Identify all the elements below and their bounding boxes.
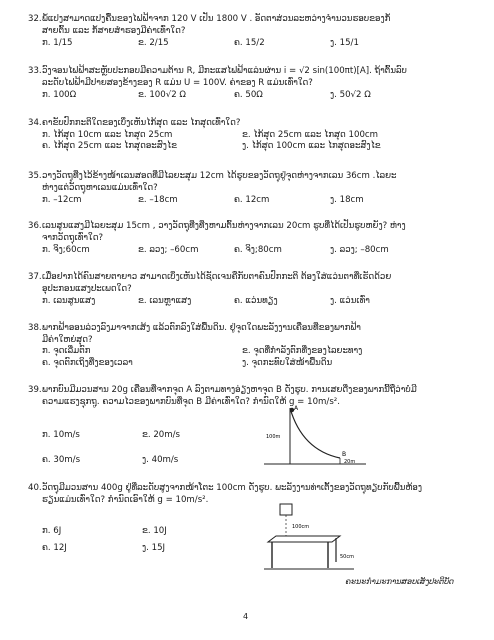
answer-options-row2 bbox=[28, 455, 248, 467]
option-c[interactable]: ຄ. ໄກ້ສຸດ 25cm ແລະ ໄກສຸດອະສົງໄຂ bbox=[42, 141, 177, 151]
option-b[interactable]: ຂ. 2/15 bbox=[138, 38, 169, 48]
table-height-label: 50cm bbox=[340, 554, 354, 560]
option-a[interactable]: ກ. –12cm bbox=[42, 195, 82, 205]
question-number: 40. bbox=[28, 483, 42, 493]
question-text: ວົງຈອນໄຟຟ້າສະຫຼັບປະກອບມີຄວາມຕ້ານ R, ມີກະແສໄຟຟ້າແລ່ນຜ່ານ i = √2 sin(100πt)[A]. ຖ້າຕົ້ນລົບ bbox=[42, 66, 407, 76]
question-text-cont: ສາຍຕົ້ນ ແລະ ກໍ້ສາຍສຳຮອງມີຄ່າເທົ່າໃດ? bbox=[42, 25, 186, 36]
answer-options bbox=[28, 296, 468, 308]
answer-options bbox=[28, 245, 468, 257]
question-37 bbox=[28, 272, 468, 308]
table-figure bbox=[262, 502, 362, 574]
question-number: 39. bbox=[28, 385, 42, 395]
option-c[interactable]: ຄ. 12J bbox=[42, 542, 67, 553]
option-c[interactable]: ຄ. ແວ່ນທຽງ bbox=[234, 296, 278, 306]
option-a[interactable]: ກ. 10m/s bbox=[42, 430, 80, 440]
option-c[interactable]: ຄ. 30m/s bbox=[42, 454, 81, 465]
question-text: ວາງວັດຖຸທີ່ງໄວ້ຂ້າງໜ້າເລນສອດທີ່ມີໄລຍະສຸມ 12cm ໄດ້ຮູບຂອງວັດຖຸຢູ່ຈຸດຫ່າງຈາກເລນ 36cm .ໄລຍະ bbox=[42, 171, 397, 181]
question-number: 35. bbox=[28, 171, 42, 181]
option-b[interactable]: ຂ. ຈຸດທີ່ກຳລັງຕົກທີ່ງຂອງໄລຍະທາງ bbox=[242, 346, 363, 356]
question-40-options bbox=[28, 526, 248, 554]
option-a[interactable]: ກ. ຈິງ;60cm bbox=[42, 245, 90, 255]
option-a[interactable]: ກ. ເລນສູນແສງ bbox=[42, 296, 96, 306]
b-height-label: 20m bbox=[344, 459, 356, 465]
question-38 bbox=[28, 323, 468, 369]
answer-options-row1 bbox=[28, 346, 468, 358]
option-c[interactable]: ຄ. 12cm bbox=[234, 195, 270, 205]
option-b[interactable]: ຂ. ໄກ້ສຸດ 25cm ແລະ ໄກສຸດ 100cm bbox=[242, 129, 379, 140]
option-d[interactable]: ງ. ຈຸດກະທົບໃສ່ໜ້າພື້ນດິນ bbox=[242, 357, 333, 368]
point-b-label: B bbox=[342, 451, 347, 458]
question-35 bbox=[28, 171, 468, 207]
ramp-figure bbox=[262, 402, 370, 470]
question-39 bbox=[28, 385, 468, 408]
question-number: 33. bbox=[28, 66, 42, 76]
answer-options-row1 bbox=[28, 130, 468, 142]
height-label: 100m bbox=[266, 434, 281, 440]
option-d[interactable]: ງ. 40m/s bbox=[142, 454, 179, 465]
option-b[interactable]: ຂ. 20m/s bbox=[142, 430, 181, 440]
option-d[interactable]: ງ. ແວ່ນເທົ່າ bbox=[330, 296, 370, 306]
option-b[interactable]: ຂ. –18cm bbox=[138, 195, 178, 205]
box-icon bbox=[280, 504, 292, 515]
option-a[interactable]: ກ. ຈຸດເລີ່ມຕົກ bbox=[42, 346, 91, 356]
question-text-cont: ລະດັບໄຟຟ້າມີປາຍສອງຂ້າງຂອງ R ແມ່ນ U = 100V. ຄ່າຂອງ R ແມ່ນເທົ່າໃດ? bbox=[42, 77, 313, 88]
footer-note: ຄະນະກຳມະການສອບເສັງປະຕິບັດ bbox=[345, 577, 454, 586]
question-number: 32. bbox=[28, 14, 42, 24]
question-33 bbox=[28, 66, 468, 102]
question-text: ວັດຖຸມີມວນສານ 400g ຢູ່ທີ່ລະດັບສູງຈາກໜ້າໂຕະ 100cm ດັ່ງຮູບ. ພະລັງງານທ່າເຕັ້ງຂອງວັດຖຸທຽບກັບພື້ນຫ້ອງ bbox=[42, 483, 422, 493]
option-d[interactable]: ງ. ລວງ; –80cm bbox=[330, 245, 389, 255]
page-number: 4 bbox=[243, 612, 249, 621]
option-a[interactable]: ກ. 6J bbox=[42, 526, 62, 536]
question-text: ພາກຟ້າອອນລ່ວງລົງມາຈາກເສ້ງ ແລ້ວຕົກລົງໃສ່ພື້ນດິນ. ຢູ່ຈຸດໃດພະລັງງານເຄື່ອນທີ່ຂອງພາກຟ້າ bbox=[42, 323, 361, 333]
option-d[interactable]: ງ. 50√2 Ω bbox=[330, 90, 371, 100]
option-c[interactable]: ຄ. ຈຸດຕົກເຖິງທີ່ງຂອງເວລາ bbox=[42, 357, 133, 368]
question-34 bbox=[28, 118, 468, 153]
option-b[interactable]: ຂ. ເລນຫຼາແສງ bbox=[138, 296, 192, 306]
question-text-cont: ຄວາມແຮງຊຸກຖູ. ຄວາມໄວຂອງພາກບົນທີ່ຈຸດ B ມີຄ່າເທົ່າໃດ? ກຳນົດໃຫ້ g = 10m/s². bbox=[42, 396, 340, 407]
question-text: ພໍ້ແປງສາມາດແປງຄື້ນຂອງໄຟຟ້າຈາກ 120 V ເປັນ 1800 V . ອັດຕາສ່ວນລະຫວ່າງຈຳນວນຮອບຂອງກໍ້ bbox=[42, 14, 391, 24]
option-c[interactable]: ຄ. 50Ω bbox=[234, 90, 263, 100]
answer-options bbox=[28, 195, 468, 207]
question-32 bbox=[28, 14, 468, 50]
answer-options-row2 bbox=[28, 543, 248, 555]
answer-options-row2 bbox=[28, 358, 468, 370]
question-text-cont: ອຸປະກອນແສງປະເພດໃດ? bbox=[42, 283, 132, 294]
point-a-label: A bbox=[294, 405, 299, 412]
option-a[interactable]: ກ. 1/15 bbox=[42, 38, 73, 48]
question-text-cont: ຮຽນແມ່ນເທົ່າໃດ? ກຳນົດເອົາໃຫ້ g = 10m/s². bbox=[42, 494, 209, 505]
question-number: 34. bbox=[28, 118, 42, 128]
option-b[interactable]: ຂ. 100√2 Ω bbox=[138, 90, 186, 100]
question-text: ເລນສູນແສງມີໄລຍະສຸມ 15cm , ວາງວັດຖຸທີ່ງທີ່ງຫາມຕົ້ນຫ່າງຈາກເລນ 20cm ຮູບທີ່ໄດ້ເປັນຮູບຫຍັງ? ຫ່າງ bbox=[42, 221, 406, 231]
question-number: 37. bbox=[28, 272, 42, 282]
answer-options bbox=[28, 38, 468, 50]
ramp-curve bbox=[290, 408, 340, 458]
question-text: ຄາຂັບປົກກະຕິໃດຂອງເບິ່ງເຫັນໄກ້ສຸດ ແລະ ໄກສຸດເທົ່າໃດ? bbox=[42, 118, 241, 128]
option-a[interactable]: ກ. 100Ω bbox=[42, 90, 77, 100]
option-d[interactable]: ງ. 18cm bbox=[330, 195, 364, 205]
question-text-cont: ມີຄ່າໃຫຍ່ສຸດ? bbox=[42, 334, 93, 345]
question-text-cont: ຈາກວັດຖຸເທົ່າໃດ? bbox=[42, 232, 104, 243]
option-c[interactable]: ຄ. ຈິງ;80cm bbox=[234, 245, 282, 255]
answer-options bbox=[28, 90, 468, 102]
question-number: 36. bbox=[28, 221, 42, 231]
question-text-cont: ຫ່າງແຕ່ວັດຖຸຫາເລນແມ່ນເທົ່າໃດ? bbox=[42, 182, 158, 193]
answer-options-row1 bbox=[28, 526, 248, 538]
question-text: ເມື່ອຢາກໄດ້ຄົນສາຍຕາຍາວ ສາມາດເບິ່ງເຫັນໄດ້ຊັດເຈນຄືກັບຕາຄົນປົກກະຕິ ຕ້ອງໃສ່ແວ່ນຕາທີ່ເຮັດດ້ວຍ bbox=[42, 272, 392, 282]
option-b[interactable]: ຂ. 10J bbox=[142, 526, 167, 536]
answer-options-row1 bbox=[28, 430, 248, 442]
option-d[interactable]: ງ. 15J bbox=[142, 542, 166, 553]
option-d[interactable]: ງ. ໄກ້ສຸດ 100cm ແລະ ໄກສຸດອະສົງໄຂ bbox=[242, 141, 381, 151]
option-d[interactable]: ງ. 15/1 bbox=[330, 38, 359, 48]
question-40 bbox=[28, 483, 468, 506]
question-text: ພາກບົນມີມວນສານ 20g ເຄື່ອນທີ່ຈາກຈຸດ A ລົງຕາມທາງອ່ຽງຫາຈຸດ B ດັ່ງຮູບ. ການເສຍດີ່ງຂອງພາກນີ້ຖືວ່າບໍ່ມີ bbox=[42, 385, 417, 395]
option-b[interactable]: ຂ. ລວງ; –60cm bbox=[138, 245, 199, 255]
question-39-options bbox=[28, 430, 248, 466]
answer-options-row2 bbox=[28, 141, 468, 153]
option-a[interactable]: ກ. ໄກ້ສຸດ 10cm ແລະ ໄກສຸດ 25cm bbox=[42, 129, 173, 140]
height-label: 100cm bbox=[292, 524, 310, 530]
question-36 bbox=[28, 221, 468, 257]
tabletop bbox=[268, 536, 340, 542]
question-number: 38. bbox=[28, 323, 42, 333]
option-c[interactable]: ຄ. 15/2 bbox=[234, 38, 265, 48]
